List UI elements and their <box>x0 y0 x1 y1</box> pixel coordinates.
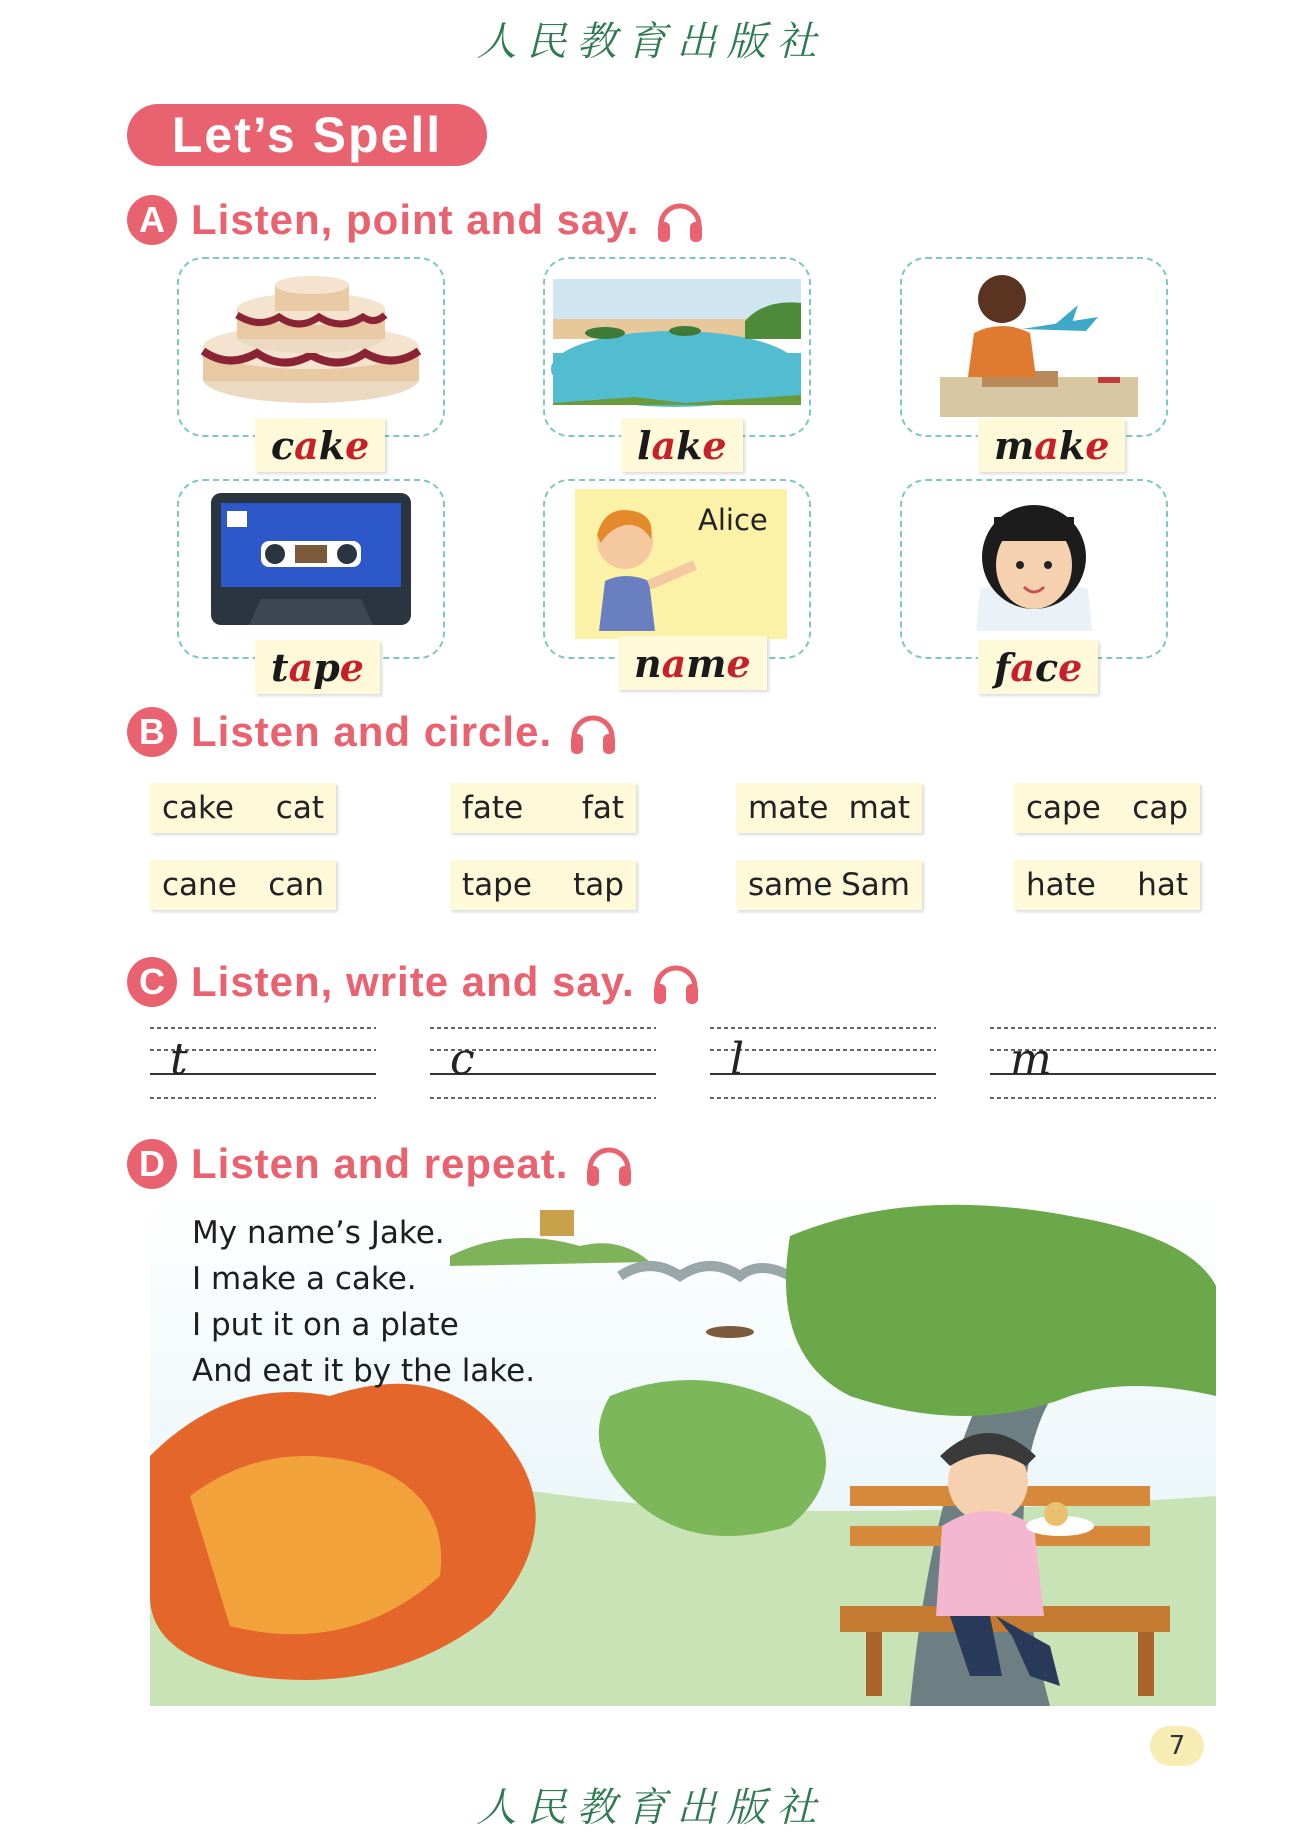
card-tape <box>177 479 445 659</box>
card-name <box>543 479 811 659</box>
write-letter: m <box>1010 1034 1052 1085</box>
poem <box>192 1210 535 1394</box>
alice-label: Alice <box>698 503 768 537</box>
word-tape: t a p e <box>255 640 380 694</box>
section-a-heading <box>127 192 707 248</box>
word-face: f a c e <box>978 640 1098 694</box>
circle-pair[interactable]: mate mat <box>736 783 922 833</box>
page-number: 7 <box>1150 1726 1204 1766</box>
circle-pair[interactable]: fate fat <box>450 783 636 833</box>
section-a-letter: A <box>127 195 177 245</box>
poem-line: I put it on a plate <box>192 1307 459 1343</box>
section-b-letter: B <box>127 707 177 757</box>
lake-picture <box>545 259 809 435</box>
word-name: n a m e <box>618 636 767 690</box>
cake-picture <box>179 259 443 435</box>
write-letter: c <box>450 1034 475 1085</box>
section-c-instruction: Listen, write and say. <box>191 958 635 1005</box>
cassette-tape-picture <box>179 481 443 657</box>
section-b-instruction: Listen and circle. <box>191 708 553 755</box>
circle-pair[interactable]: cape cap <box>1014 783 1200 833</box>
card-cake <box>177 257 445 437</box>
circle-pair[interactable]: cake cat <box>150 783 336 833</box>
write-letter: t <box>170 1034 188 1085</box>
circle-pair[interactable]: same Sam <box>736 860 922 910</box>
card-make <box>900 257 1168 437</box>
word-lake: l a k e <box>621 418 743 472</box>
section-d-letter: D <box>127 1139 177 1189</box>
write-letter: l <box>730 1034 745 1085</box>
card-lake <box>543 257 811 437</box>
writing-line[interactable] <box>150 1020 376 1104</box>
headphones-icon[interactable] <box>566 705 620 759</box>
headphones-icon[interactable] <box>653 193 707 247</box>
boy-making-plane-picture <box>902 259 1166 435</box>
girl-face-picture <box>902 481 1166 657</box>
section-c-letter: C <box>127 957 177 1007</box>
section-d-instruction: Listen and repeat. <box>191 1140 569 1187</box>
word-cake: c a k e <box>255 418 385 472</box>
publisher-header: 人民教育出版社 <box>476 19 827 65</box>
writing-line[interactable] <box>430 1020 656 1104</box>
girl-with-name-card-picture <box>545 481 809 657</box>
section-b-heading <box>127 704 620 760</box>
lesson-title: Let’s Spell <box>127 104 487 166</box>
headphones-icon[interactable] <box>582 1137 636 1191</box>
circle-pair[interactable]: hate hat <box>1014 860 1200 910</box>
section-a-instruction: Listen, point and say. <box>191 196 640 243</box>
writing-line[interactable] <box>710 1020 936 1104</box>
headphones-icon[interactable] <box>649 955 703 1009</box>
circle-pair[interactable]: cane can <box>150 860 336 910</box>
card-face <box>900 479 1168 659</box>
poem-line: And eat it by the lake. <box>192 1353 536 1389</box>
poem-line: My name’s Jake. <box>192 1215 445 1251</box>
writing-line[interactable] <box>990 1020 1216 1104</box>
poem-line: I make a cake. <box>192 1261 417 1297</box>
section-c-heading <box>127 954 703 1010</box>
circle-pair[interactable]: tape tap <box>450 860 636 910</box>
publisher-footer: 人民教育出版社 <box>476 1785 827 1831</box>
section-d-heading <box>127 1136 636 1192</box>
word-make: m a k e <box>978 418 1125 472</box>
